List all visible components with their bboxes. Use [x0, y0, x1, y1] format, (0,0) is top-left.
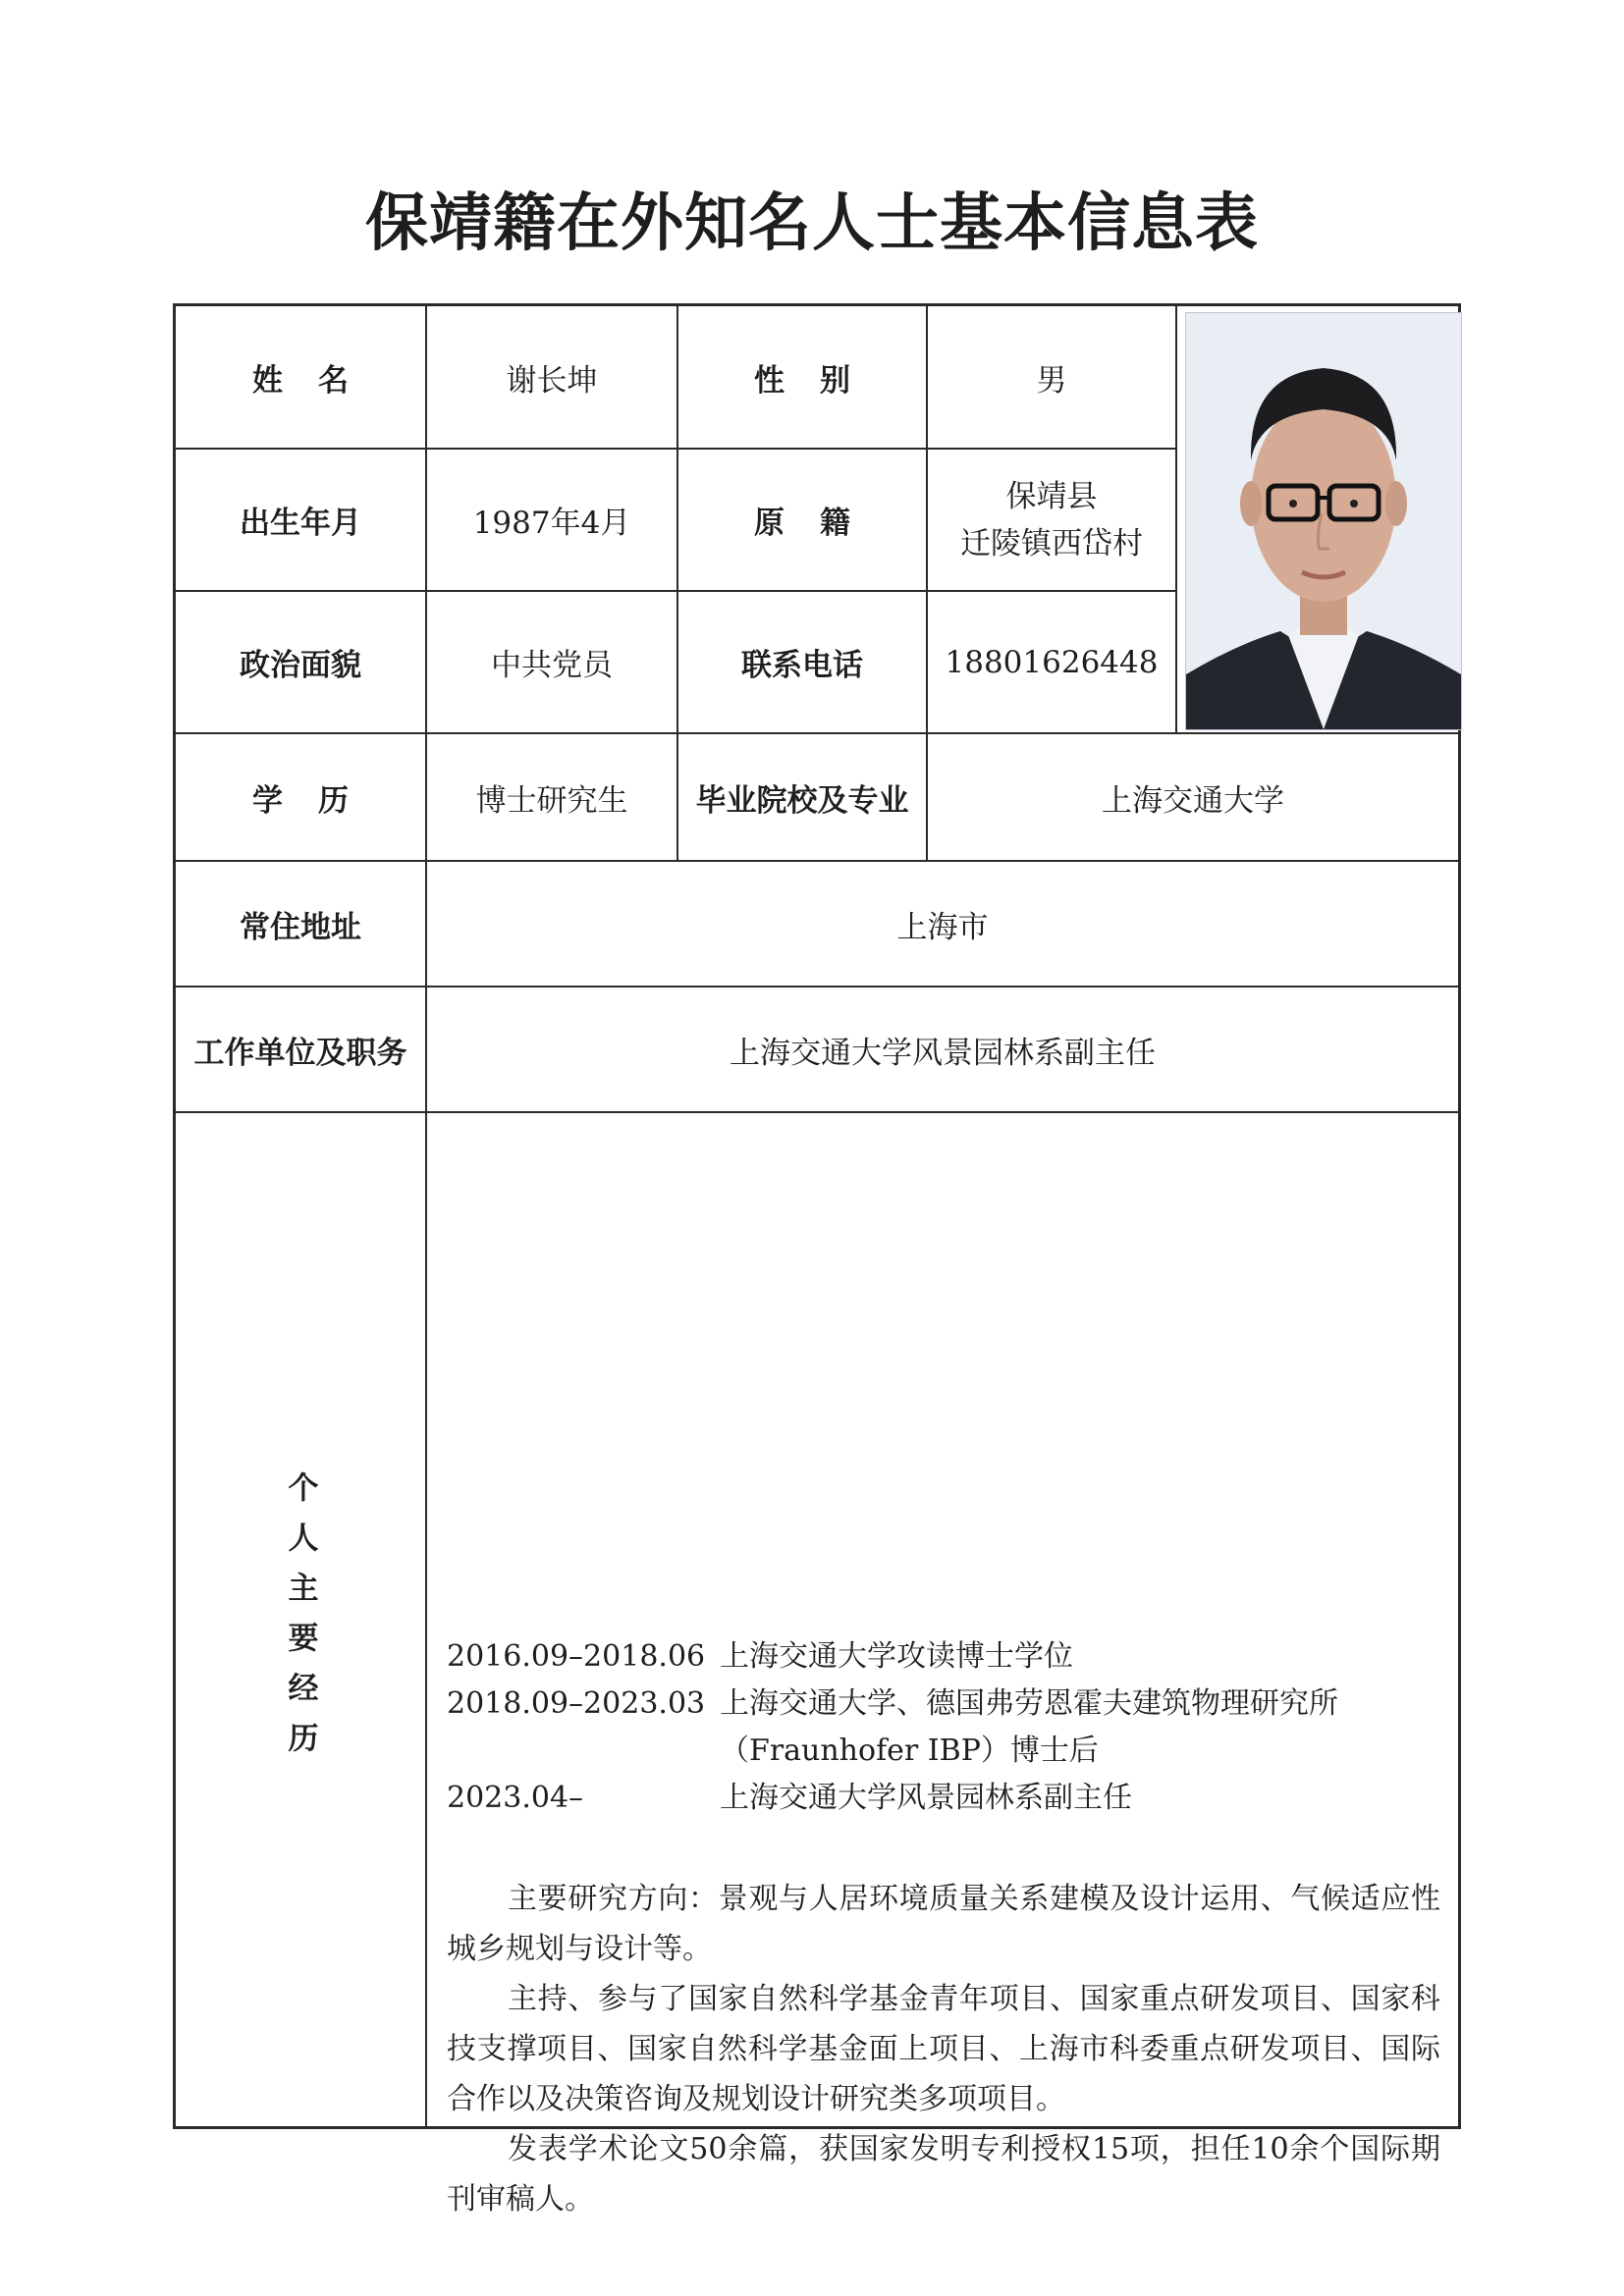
photo-cell	[1177, 306, 1458, 734]
education-value: 博士研究生	[427, 734, 678, 862]
timeline-period: 2023.04–	[447, 1781, 584, 1815]
timeline-item	[447, 1681, 1440, 1775]
phone-label: 联系电话	[678, 592, 928, 734]
phone-value: 18801626448	[928, 592, 1177, 734]
origin-village: 迁陵镇西岱村	[960, 525, 1143, 561]
research-summary	[447, 1874, 1440, 2224]
name-value: 谢长坤	[427, 306, 678, 450]
school-value: 上海交通大学	[928, 734, 1458, 862]
publications-paragraph: 发表学术论文50余篇，获国家发明专利授权15项，担任10余个国际期刊审稿人。	[447, 2132, 1440, 2216]
gender-label: 性别	[678, 306, 928, 450]
timeline-item	[447, 1775, 1440, 1822]
experience-label	[176, 1113, 427, 2129]
origin-county: 保靖县	[1005, 478, 1098, 514]
origin-label: 原籍	[678, 450, 928, 592]
birth-label: 出生年月	[176, 450, 427, 592]
info-form	[173, 303, 1461, 2216]
birth-value: 1987年4月	[427, 450, 678, 592]
timeline-period: 2016.09–2018.06	[447, 1639, 706, 1674]
timeline-description: 上海交通大学攻读博士学位	[720, 1639, 1073, 1674]
gender-value: 男	[928, 306, 1177, 450]
experience-label-text: 个人主要经历	[282, 1470, 318, 1772]
page-title: 保靖籍在外知名人士基本信息表	[365, 187, 1259, 260]
timeline-description: 上海交通大学、德国弗劳恩霍夫建筑物理研究所（Fraunhofer IBP）博士后	[720, 1686, 1338, 1768]
address-label: 常住地址	[176, 862, 427, 988]
experience-content	[447, 1113, 1440, 2216]
origin-value	[928, 450, 1177, 592]
timeline-item	[447, 1633, 1440, 1681]
portrait-icon	[1186, 313, 1461, 729]
timeline-description: 上海交通大学风景园林系副主任	[720, 1781, 1132, 1815]
political-label: 政治面貌	[176, 592, 427, 734]
work-label: 工作单位及职务	[176, 988, 427, 1113]
address-value: 上海市	[427, 862, 1458, 988]
education-label: 学历	[176, 734, 427, 862]
school-label: 毕业院校及专业	[678, 734, 928, 862]
timeline-period: 2018.09–2023.03	[447, 1686, 706, 1721]
name-label: 姓名	[176, 306, 427, 450]
projects-paragraph: 主持、参与了国家自然科学基金青年项目、国家重点研发项目、国家科技支撑项目、国家自然科学基金面上项目、上海市科委重点研发项目、国际合作以及决策咨询及规划设计研究类多项项目。	[447, 1982, 1440, 2116]
research-direction-paragraph: 主要研究方向：景观与人居环境质量关系建模及设计运用、气候适应性城乡规划与设计等。	[447, 1882, 1440, 1966]
work-value: 上海交通大学风景园林系副主任	[427, 988, 1458, 1113]
political-value: 中共党员	[427, 592, 678, 734]
portrait-photo	[1185, 312, 1462, 730]
timeline	[447, 1633, 1440, 1822]
